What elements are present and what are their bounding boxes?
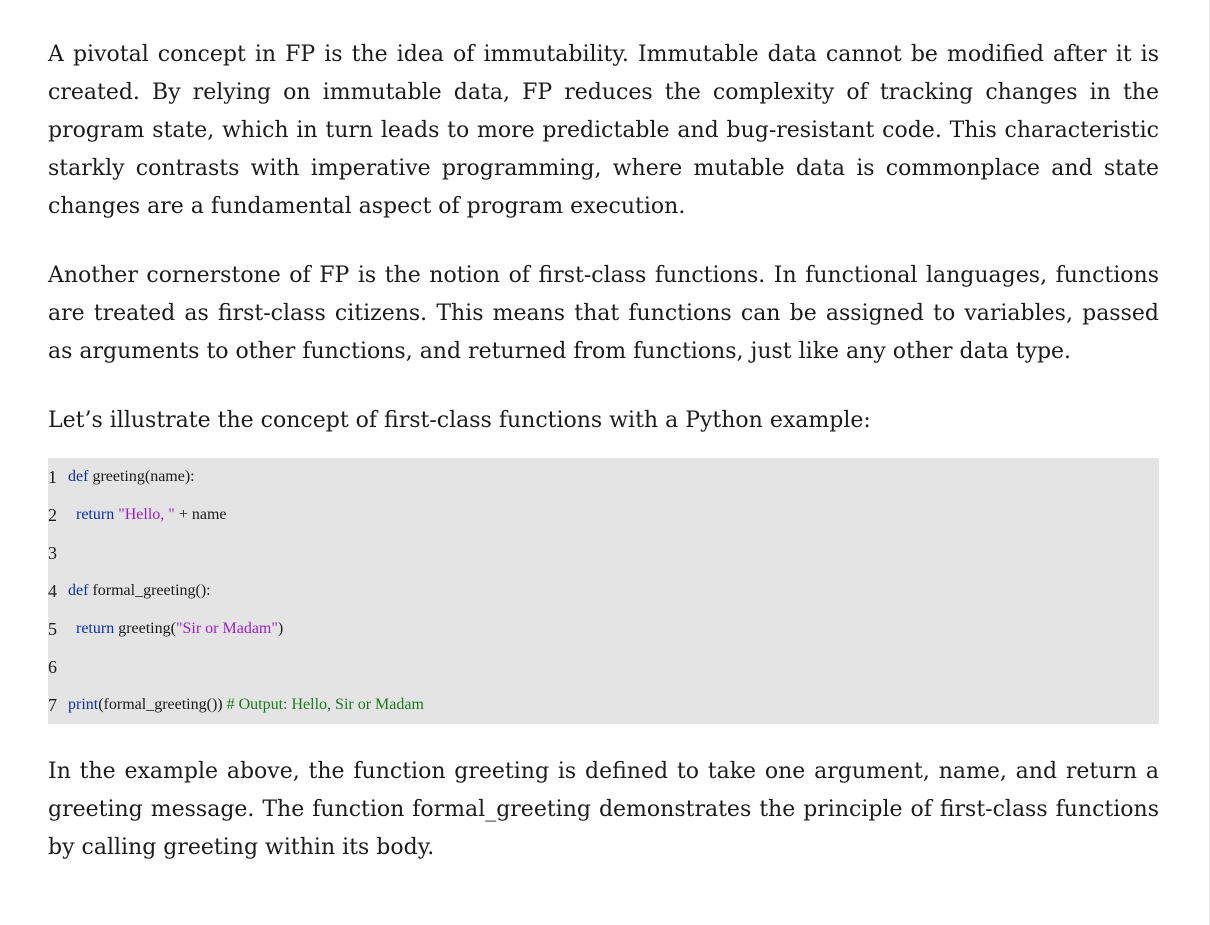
code-builtin-function: print xyxy=(68,696,99,713)
paragraph-first-class-functions: Another cornerstone of FP is the notion of first-class functions. In functional languages, functions are treated as first-class citizens. This means that functions can be assigned to variables, passed as arguments to other functions, and returned from functions, just like any other data type. xyxy=(48,263,1159,364)
code-comment: # Output: Hello, Sir or Madam xyxy=(226,696,424,713)
code-string: "Hello, " xyxy=(118,506,175,523)
code-line xyxy=(48,572,1159,610)
code-text: + name xyxy=(174,506,227,523)
code-text: greeting(name): xyxy=(88,468,195,485)
code-line xyxy=(48,610,1159,648)
code-keyword: return xyxy=(76,620,115,637)
paragraph-example-explanation: In the example above, the function greeting is defined to take one argument, name, and return a greeting message. The function formal_greeting demonstrates the principle of first-class functions by calling greeting within its body. xyxy=(48,759,1159,860)
code-text: (formal_greeting()) xyxy=(98,696,227,713)
code-keyword: def xyxy=(68,468,89,485)
line-number: 7 xyxy=(48,695,57,715)
code-line xyxy=(48,458,1159,496)
code-keyword: return xyxy=(76,506,115,523)
line-number: 3 xyxy=(48,543,57,563)
code-line xyxy=(48,496,1159,534)
line-number: 6 xyxy=(48,657,57,677)
code-indent xyxy=(68,496,76,534)
code-text: formal_greeting(): xyxy=(88,582,211,599)
code-line xyxy=(48,686,1159,724)
line-number: 4 xyxy=(48,581,57,601)
document-body xyxy=(48,36,1159,867)
code-string: "Sir or Madam" xyxy=(175,620,278,637)
paragraph-immutability: A pivotal concept in FP is the idea of immutability. Immutable data cannot be modified after it is created. By relying on immutable data, FP reduces the complexity of tracking changes in the program state, which in turn leads to more predictable and bug-resistant code. This characteristic starkly contrasts with imperative programming, where mutable data is commonplace and state changes are a fundamental aspect of program execution. xyxy=(48,42,1159,219)
code-keyword: def xyxy=(68,582,89,599)
line-number: 2 xyxy=(48,505,57,525)
python-code-block xyxy=(48,458,1159,724)
line-number: 5 xyxy=(48,619,57,639)
code-text: ) xyxy=(277,620,284,637)
code-indent xyxy=(68,610,76,648)
code-line xyxy=(48,648,1159,686)
line-number: 1 xyxy=(48,467,57,487)
code-line xyxy=(48,534,1159,572)
code-text: greeting( xyxy=(114,620,176,637)
paragraph-example-intro: Let’s illustrate the concept of first-class functions with a Python example: xyxy=(48,408,871,433)
